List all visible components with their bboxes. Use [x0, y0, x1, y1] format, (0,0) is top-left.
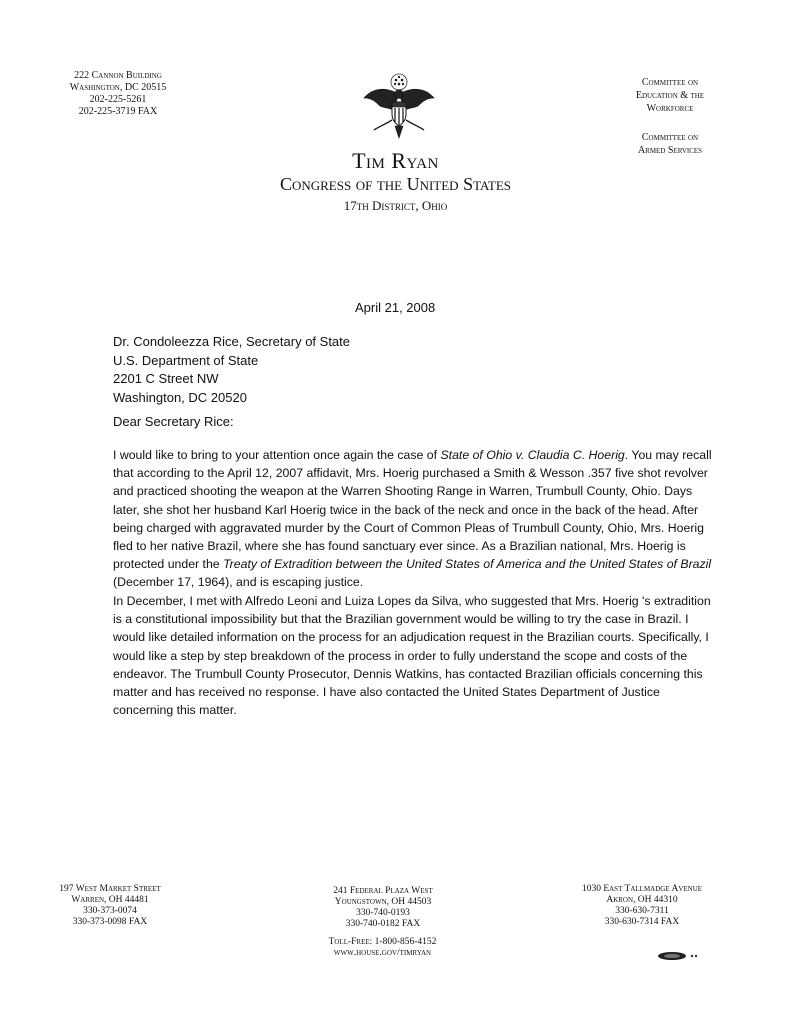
organization-title: Congress of the United States: [279, 174, 512, 194]
dc-office-phone: 202-225-5261: [89, 94, 147, 105]
dc-office-address: [58, 70, 178, 118]
toll-free-number: Toll-Free: 1-800-856-4152: [328, 937, 437, 947]
recipient-line: Washington, DC 20520: [113, 389, 247, 405]
committee-assignments: [610, 76, 730, 157]
letter-date: April 21, 2008: [355, 300, 436, 315]
treaty-name: Treaty of Extradition between the United States of America and the United States of Brazil: [223, 557, 712, 572]
office-line: 241 Federal Plaza West: [333, 886, 433, 896]
recipient-line: Dr. Condoleezza Rice, Secretary of State: [113, 334, 351, 349]
youngstown-office-address: [318, 886, 448, 930]
paragraph-text: I would like to bring to your attention once again the case of: [113, 448, 441, 462]
akron-office-address: [572, 884, 712, 928]
dc-office-line: Washington, DC 20515: [69, 82, 167, 93]
office-line: Akron, OH 44310: [606, 895, 678, 905]
eagle-seal-icon: [360, 72, 438, 142]
committee-line: Armed Services: [637, 145, 703, 156]
office-phone: 330-373-0074: [83, 906, 137, 916]
office-line: Youngstown, OH 44503: [334, 897, 432, 907]
recycled-paper-icon: [652, 951, 702, 961]
recipient-line: U.S. Department of State: [113, 352, 259, 368]
office-fax: 330-373-0098 FAX: [72, 917, 148, 927]
office-line: 197 West Market Street: [59, 884, 161, 894]
dc-office-line: 222 Cannon Building: [74, 70, 162, 81]
committee-line: Workforce: [646, 103, 694, 114]
congressman-name: Tim Ryan: [352, 148, 439, 173]
office-phone: 330-630-7311: [615, 906, 669, 916]
recipient-line: 2201 C Street NW: [113, 371, 219, 386]
committee-line: Committee on: [641, 77, 699, 88]
body-paragraph-1: [113, 446, 713, 592]
office-fax: 330-630-7314 FAX: [604, 917, 680, 927]
salutation: Dear Secretary Rice:: [113, 414, 234, 429]
body-paragraph-2: In December, I met with Alfredo Leoni and Luiza Lopes da Silva, who suggested that Mrs. Hoerig 's extradition is a constitutional impossibility but that the Brazilian government would be willing to try the case in Brazil. I would like detailed information on the process for an adjudication request in the Brazilian courts. Specifically, I would like a step by step breakdown of the process in order to fully understand the scope and costs of the endeavor. The Trumbull County Prosecutor, Dennis Watkins, has contacted Brazilian officials concerning this matter and has received no response. I have also contacted the United States Department of Justice concerning this matter.: [113, 594, 711, 718]
website-link[interactable]: www.house.gov/timryan: [333, 948, 432, 958]
office-line: Warren, OH 44481: [71, 895, 149, 905]
committee-line: Committee on: [641, 132, 699, 143]
recipient-address: [113, 333, 350, 407]
district-title: 17th District, Ohio: [343, 198, 448, 213]
office-line: 1030 East Tallmadge Avenue: [581, 884, 703, 894]
contact-info: [310, 937, 455, 959]
dc-office-fax: 202-225-3719 FAX: [78, 106, 158, 117]
warren-office-address: [45, 884, 175, 928]
office-fax: 330-740-0182 FAX: [345, 919, 421, 929]
office-phone: 330-740-0193: [356, 908, 410, 918]
paragraph-text: . You may recall that according to the April 12, 2007 affidavit, Mrs. Hoerig purchased a Smith & Wesson .357 five shot revolver and practiced shooting the weapon at the Warren Shooting Range in Warren, Trumbull County, Ohio. Days later, she shot her husband Karl Hoerig twice in the back of the neck and once in the back of the head. After being charged with aggravated murder by the Court of Common Pleas of Trumbull County, Ohio, Mrs. Hoerig fled to her native Brazil, where she has found sanctuary ever since. As a Brazilian national, Mrs. Hoerig is protected under the: [113, 448, 712, 572]
committee-line: Education & the: [635, 90, 705, 101]
paragraph-text: (December 17, 1964), and is escaping justice.: [113, 575, 364, 590]
case-name: State of Ohio v. Claudia C. Hoerig: [440, 448, 625, 462]
